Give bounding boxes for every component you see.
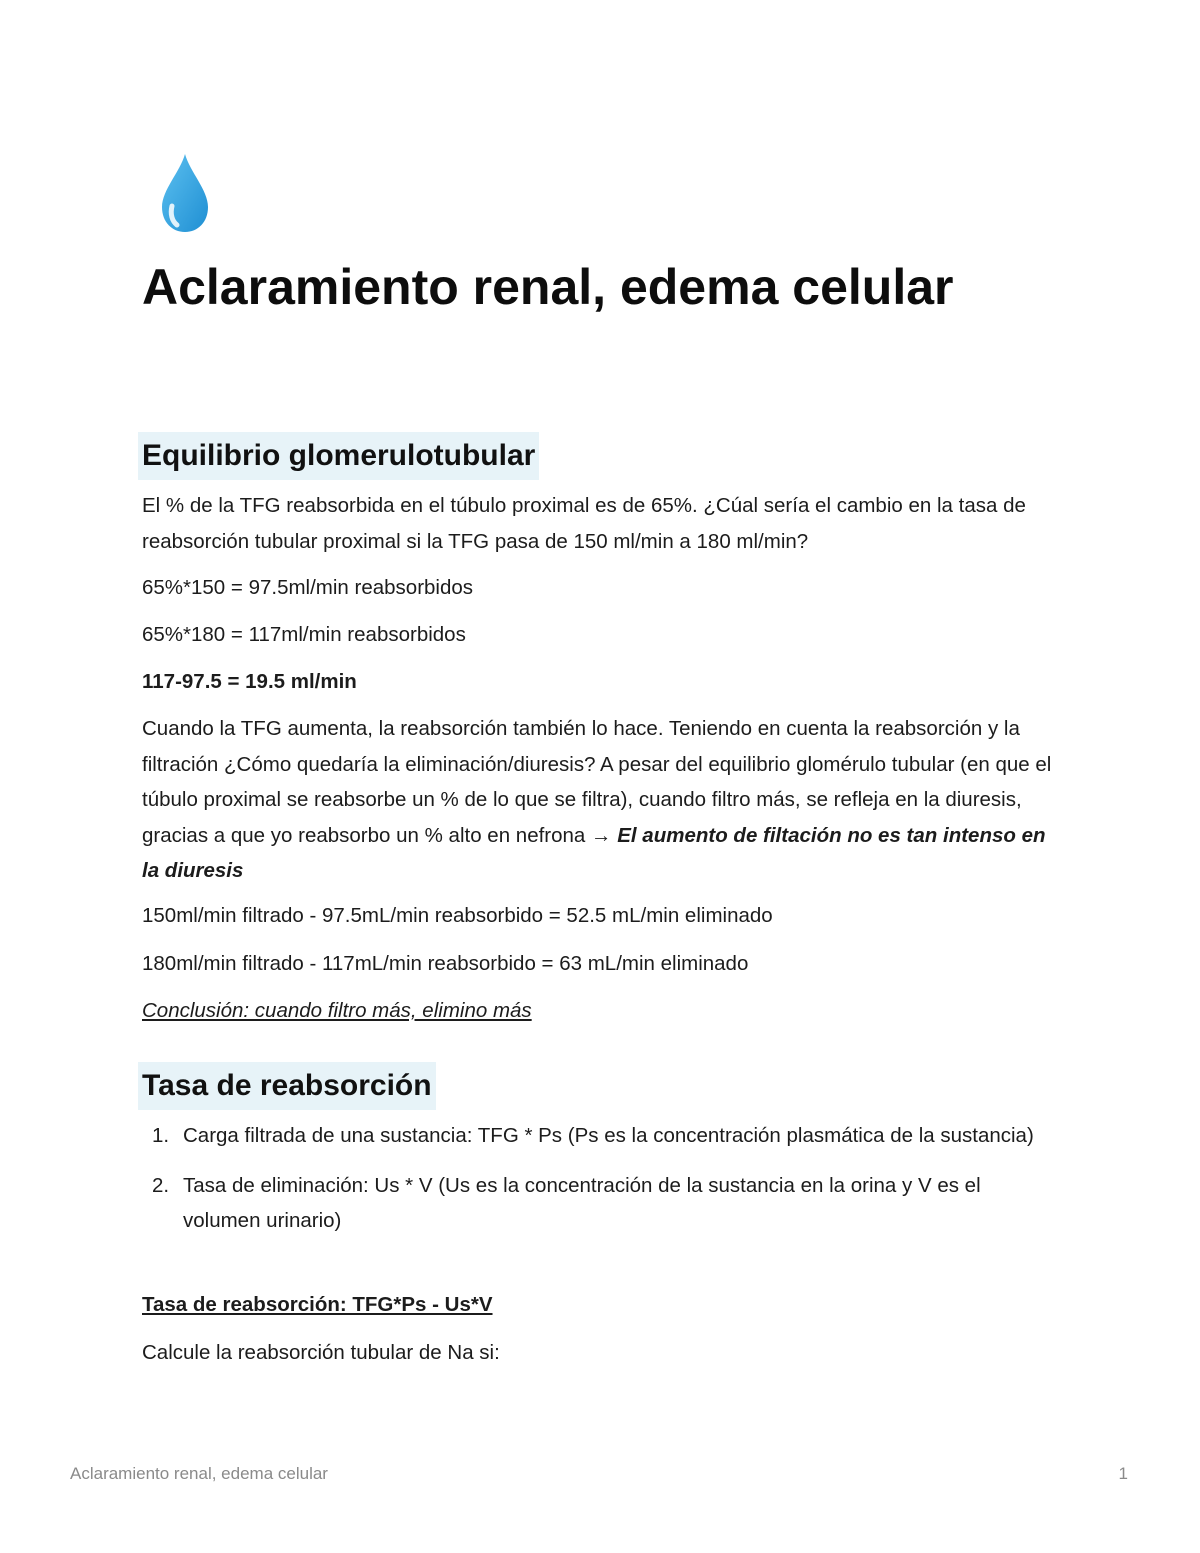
elimination-line-1: 150ml/min filtrado - 97.5mL/min reabsorbido = 52.5 mL/min eliminado — [142, 904, 773, 927]
definitions-list — [142, 1118, 1062, 1253]
prompt-text: Calcule la reabsorción tubular de Na si: — [142, 1341, 500, 1364]
list-text: Tasa de eliminación: Us * V (Us es la concentración de la sustancia en la orina y V es el volumen urinario) — [183, 1173, 981, 1232]
conclusion-text: Conclusión: cuando filtro más, elimino más — [142, 999, 532, 1022]
formula-text: Tasa de reabsorción: TFG*Ps - Us*V — [142, 1293, 493, 1316]
explanation-text: Cuando la TFG aumenta, la reabsorción también lo hace. Teniendo en cuenta la reabsorción y la filtración ¿Cómo quedaría la eliminación/diuresis? A pesar del equilibrio glomérulo tubular (en que el túbulo proximal se reabsorbe un % de lo que se filtra), cuando filtro más, se refleja en la diuresis, gracias a que yo reabsorbo un % alto en nefrona — [142, 717, 1052, 847]
list-text: Carga filtrada de una sustancia: TFG * Ps (Ps es la concentración plasmática de la sustancia) — [183, 1124, 1034, 1147]
list-number: 1. — [152, 1124, 170, 1147]
footer-page-number: 1 — [1118, 1464, 1128, 1483]
arrow-symbol: → — [591, 823, 612, 847]
section-heading-equilibrio: Equilibrio glomerulotubular — [138, 432, 539, 480]
list-number: 2. — [152, 1173, 170, 1197]
explanation-paragraph — [142, 711, 1062, 889]
section-heading-tasa: Tasa de reabsorción — [138, 1062, 436, 1110]
water-drop-icon — [158, 152, 212, 234]
list-item — [142, 1118, 1062, 1154]
elimination-line-2: 180ml/min filtrado - 117mL/min reabsorbido = 63 mL/min eliminado — [142, 952, 749, 975]
calculation-line-2: 65%*180 = 117ml/min reabsorbidos — [142, 623, 466, 646]
emphasis-text: El aumento de filtación no es tan intenso en la diuresis — [142, 823, 1046, 882]
page-title: Aclaramiento renal, edema celular — [142, 259, 954, 315]
list-item — [142, 1168, 1062, 1239]
question-paragraph: El % de la TFG reabsorbida en el túbulo proximal es de 65%. ¿Cúal sería el cambio en la tasa de reabsorción tubular proximal si la TFG pasa de 150 ml/min a 180 ml/min? — [142, 494, 1026, 553]
footer-title: Aclaramiento renal, edema celular — [70, 1464, 328, 1483]
calculation-result: 117-97.5 = 19.5 ml/min — [142, 670, 357, 693]
calculation-line-1: 65%*150 = 97.5ml/min reabsorbidos — [142, 576, 474, 599]
